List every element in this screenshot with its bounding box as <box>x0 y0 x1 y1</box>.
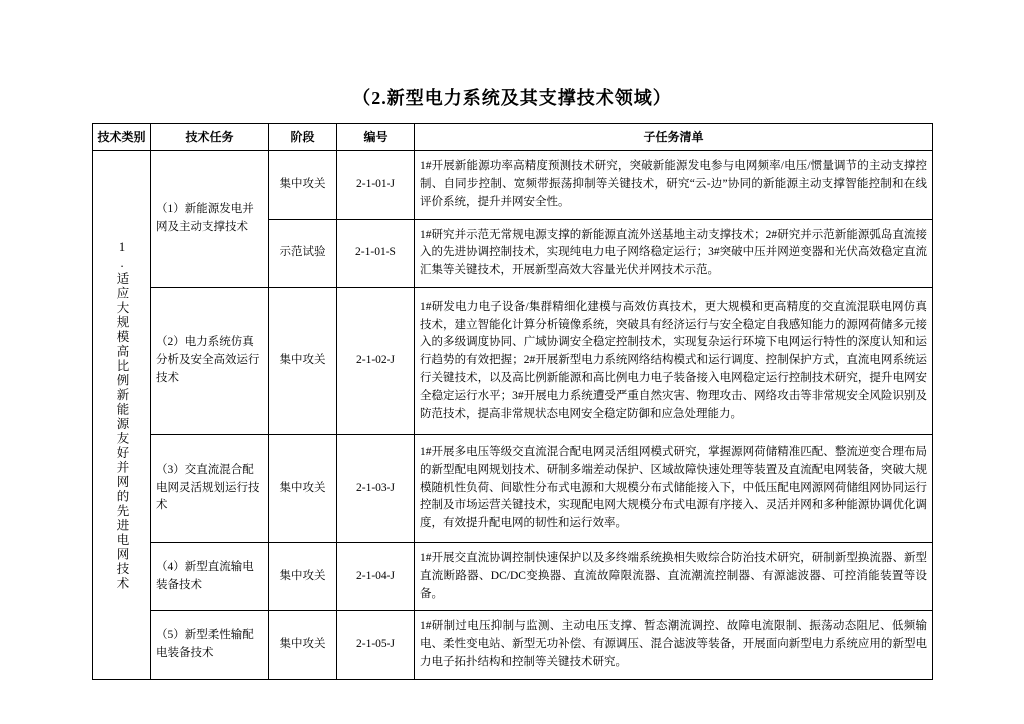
code-cell: 2-1-01-S <box>337 219 415 288</box>
header-stage: 阶段 <box>269 124 337 151</box>
table-row <box>93 542 933 611</box>
table-header-row <box>93 124 933 151</box>
code-cell: 2-1-02-J <box>337 288 415 435</box>
header-subtasks: 子任务清单 <box>415 124 933 151</box>
header-category: 技术类别 <box>93 124 151 151</box>
category-label: 1.适应大规模高比例新能源友好并网的先进电网技术 <box>115 239 129 591</box>
header-code: 编号 <box>337 124 415 151</box>
subtask-cell: 1#开展多电压等级交直流混合配电网灵活组网模式研究，掌握源网荷储精准匹配、整流逆变合理布局的新型配电网规划技术、研制多端差动保护、区域故障快速处理等装置及直流配电网装备，突破大规模随机性负荷、间歇性分布式电源和大规模分布式储能接入下，中低压配电网源网荷储组网协同运行控制及市场运营关键技术，实现配电网大规模分布式电源有序接入、灵活并网和多种能源协调优化调度，有效提升配电网的韧性和运行效率。 <box>415 435 933 543</box>
subtask-cell: 1#开展新能源功率高精度预测技术研究，突破新能源发电参与电网频率/电压/惯量调节的主动支撑控制、自同步控制、宽频带振荡抑制等关键技术，研究“云-边”协同的新能源主动支撑智能控制和在线评价系统，提升并网安全性。 <box>415 151 933 220</box>
page-title: （2.新型电力系统及其支撑技术领域） <box>352 88 672 108</box>
task-cell: （3）交直流混合配电网灵活规划运行技术 <box>151 435 269 543</box>
code-cell: 2-1-03-J <box>337 435 415 543</box>
stage-cell: 集中攻关 <box>269 542 337 611</box>
stage-cell: 示范试验 <box>269 219 337 288</box>
table-row <box>93 611 933 680</box>
task-cell: （5）新型柔性输配电装备技术 <box>151 611 269 680</box>
header-task: 技术任务 <box>151 124 269 151</box>
table-row <box>93 288 933 435</box>
subtask-cell: 1#开展交直流协调控制快速保护以及多终端系统换相失败综合防治技术研究，研制新型换流器、新型直流断路器、DC/DC变换器、直流故障限流器、直流潮流控制器、有源滤波器、可控消能装置等设备。 <box>415 542 933 611</box>
stage-cell: 集中攻关 <box>269 611 337 680</box>
subtask-cell: 1#研制过电压抑制与监测、主动电压支撑、暂态潮流调控、故障电流限制、振荡动态阻尼、低频输电、柔性变电站、新型无功补偿、有源调压、混合滤波等装备，开展面向新型电力系统应用的新型电力电子拓扑结构和控制等关键技术研究。 <box>415 611 933 680</box>
stage-cell: 集中攻关 <box>269 435 337 543</box>
subtask-cell: 1#研究并示范无常规电源支撑的新能源直流外送基地主动支撑技术；2#研究并示范新能源弧岛直流接入的先进协调控制技术，实现纯电力电子网络稳定运行；3#突破中压并网逆变器和光伏高效稳定直流汇集等关键技术，开展新型高效大容量光伏并网技术示范。 <box>415 219 933 288</box>
stage-cell: 集中攻关 <box>269 151 337 220</box>
code-cell: 2-1-04-J <box>337 542 415 611</box>
category-cell <box>93 151 151 680</box>
table-row <box>93 435 933 543</box>
stage-cell: 集中攻关 <box>269 288 337 435</box>
tech-task-table <box>92 123 933 680</box>
task-cell: （4）新型直流输电装备技术 <box>151 542 269 611</box>
table-row <box>93 151 933 220</box>
task-cell: （1）新能源发电并网及主动支撑技术 <box>151 151 269 288</box>
task-cell: （2）电力系统仿真分析及安全高效运行技术 <box>151 288 269 435</box>
code-cell: 2-1-05-J <box>337 611 415 680</box>
subtask-cell: 1#研发电力电子设备/集群精细化建模与高效仿真技术，更大规模和更高精度的交直流混联电网仿真技术，建立智能化计算分析镜像系统，突破具有经济运行与安全稳定自我感知能力的源网荷储多元接入的多级调度协同、广域协调安全稳定控制技术，实现复杂运行环境下电网运行特性的深度认知和运行趋势的有效把握；2#开展新型电力系统网络结构模式和运行调度、控制保护方式，直流电网系统运行关键技术，以及高比例新能源和高比例电力电子装备接入电网稳定运行控制技术研究，提升电网安全稳定运行水平；3#开展电力系统遭受严重自然灾害、物理攻击、网络攻击等非常规安全风险识别及防范技术，提高非常规状态电网安全稳定防御和应急处理能力。 <box>415 288 933 435</box>
code-cell: 2-1-01-J <box>337 151 415 220</box>
